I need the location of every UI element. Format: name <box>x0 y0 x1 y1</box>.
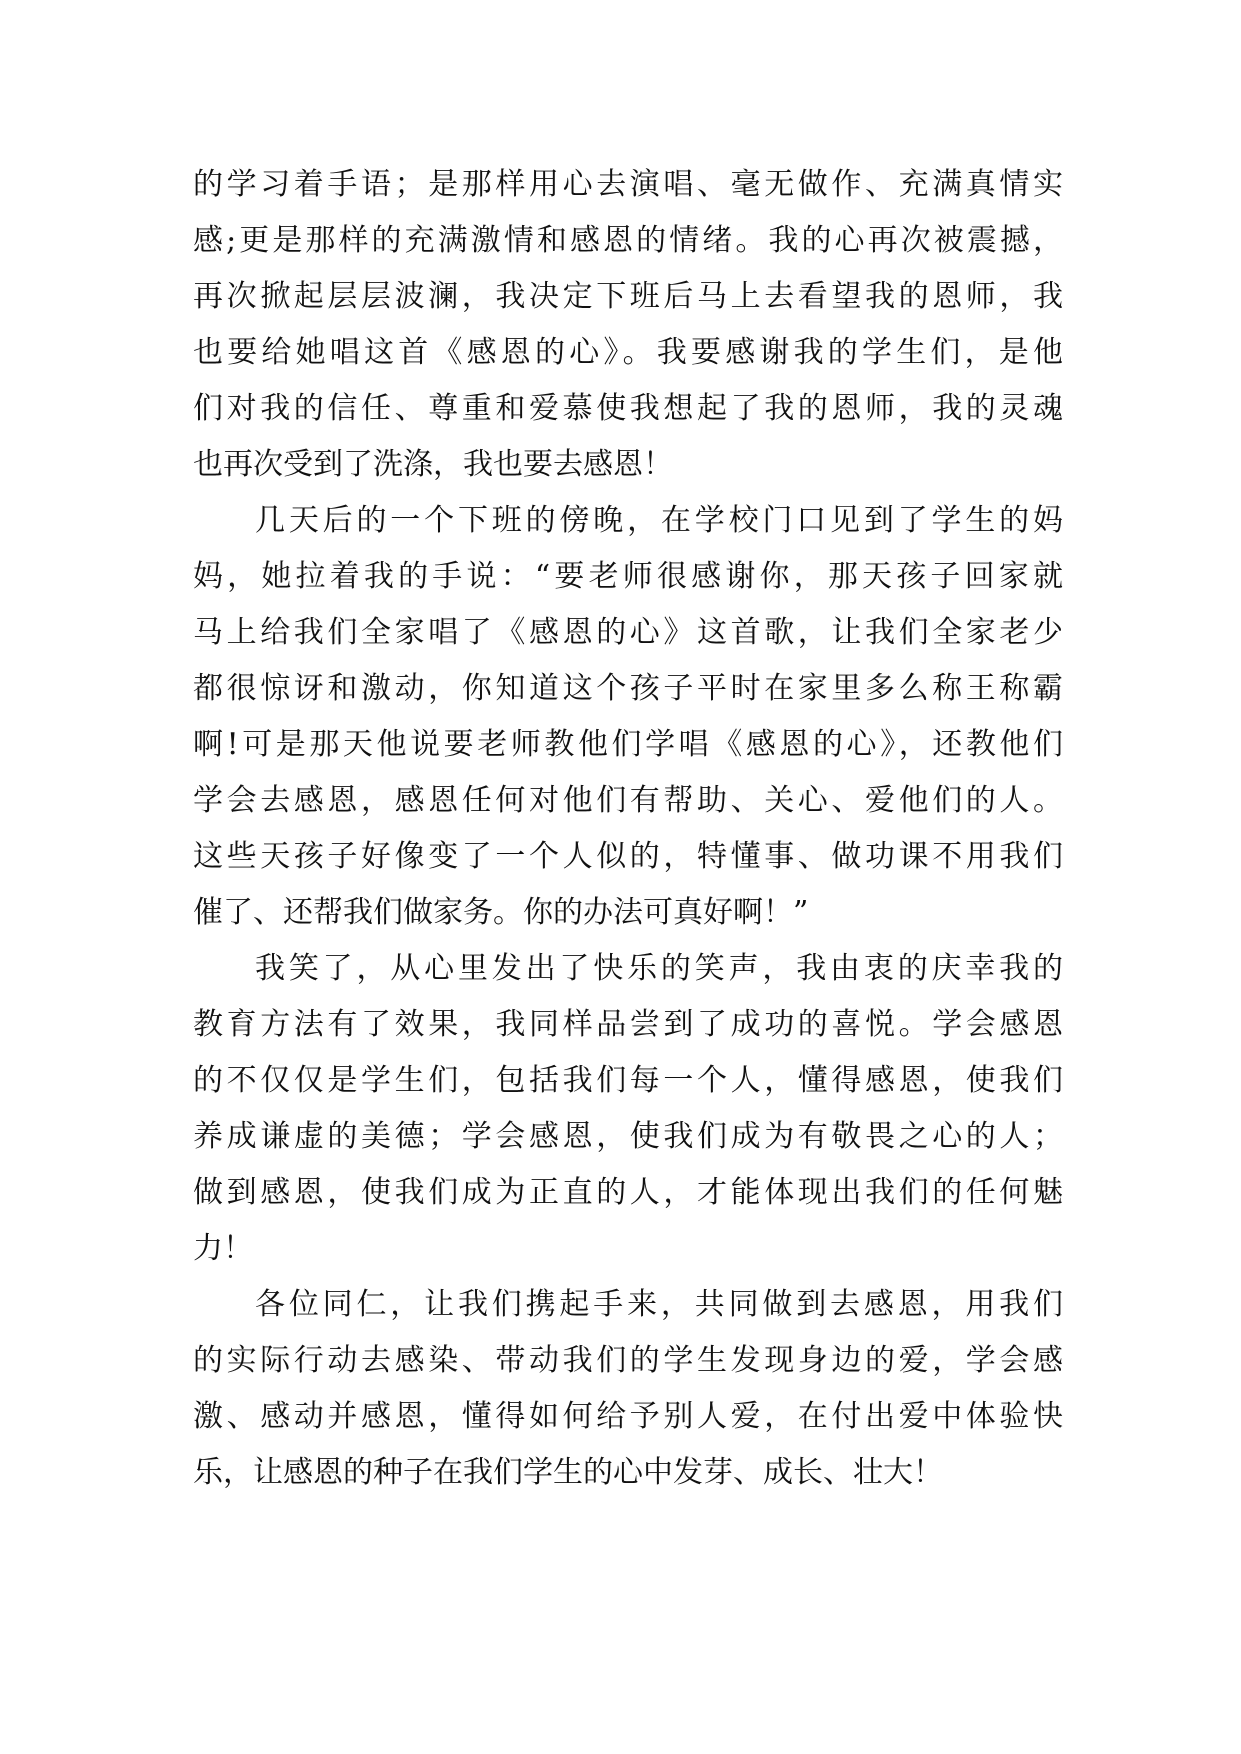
text-line: 们对我的信任、尊重和爱慕使我想起了我的恩师，我的灵魂 <box>193 391 1063 426</box>
text-line: 也再次受到了洗涤，我也要去感恩！ <box>193 447 673 482</box>
text-line: 养成谦虚的美德；学会感恩，使我们成为有敬畏之心的人； <box>193 1119 1063 1154</box>
text-line: 学会去感恩，感恩任何对他们有帮助、关心、爱他们的人。 <box>193 783 1063 818</box>
text-line: 的学习着手语；是那样用心去演唱、毫无做作、充满真情实 <box>193 167 1063 202</box>
text-line: 再次掀起层层波澜，我决定下班后马上去看望我的恩师，我 <box>193 279 1063 314</box>
document-body <box>193 157 1063 1501</box>
text-line: 啊!可是那天他说要老师教他们学唱《感恩的心》，还教他们 <box>193 727 1063 762</box>
text-line: 做到感恩，使我们成为正直的人，才能体现出我们的任何魅 <box>193 1175 1063 1210</box>
paragraph-2 <box>193 493 1063 941</box>
text-line: 也要给她唱这首《感恩的心》。我要感谢我的学生们，是他 <box>193 335 1063 370</box>
text-line: 各位同仁，让我们携起手来，共同做到去感恩，用我们 <box>255 1287 1063 1322</box>
paragraph-4 <box>193 1277 1063 1501</box>
text-line: 这些天孩子好像变了一个人似的，特懂事、做功课不用我们 <box>193 839 1063 874</box>
text-line: 乐，让感恩的种子在我们学生的心中发芽、成长、壮大！ <box>193 1455 943 1490</box>
paragraph-3 <box>193 941 1063 1277</box>
text-line: 我笑了，从心里发出了快乐的笑声，我由衷的庆幸我的 <box>255 951 1063 986</box>
text-line: 妈，她拉着我的手说：“要老师很感谢你，那天孩子回家就 <box>193 559 1063 594</box>
text-line: 都很惊讶和激动，你知道这个孩子平时在家里多么称王称霸 <box>193 671 1063 706</box>
text-line: 的实际行动去感染、带动我们的学生发现身边的爱，学会感 <box>193 1343 1063 1378</box>
text-line: 教育方法有了效果，我同样品尝到了成功的喜悦。学会感恩 <box>193 1007 1063 1042</box>
text-line: 几天后的一个下班的傍晚，在学校门口见到了学生的妈 <box>255 503 1063 538</box>
text-line: 感;更是那样的充满激情和感恩的情绪。我的心再次被震撼， <box>193 223 1063 258</box>
text-line: 催了、还帮我们做家务。你的办法可真好啊！” <box>193 895 809 930</box>
text-line: 力！ <box>193 1231 253 1266</box>
text-line: 的不仅仅是学生们，包括我们每一个人，懂得感恩，使我们 <box>193 1063 1063 1098</box>
text-line: 马上给我们全家唱了《感恩的心》这首歌，让我们全家老少 <box>193 615 1063 650</box>
paragraph-1 <box>193 157 1063 493</box>
text-line: 激、感动并感恩，懂得如何给予别人爱，在付出爱中体验快 <box>193 1399 1063 1434</box>
